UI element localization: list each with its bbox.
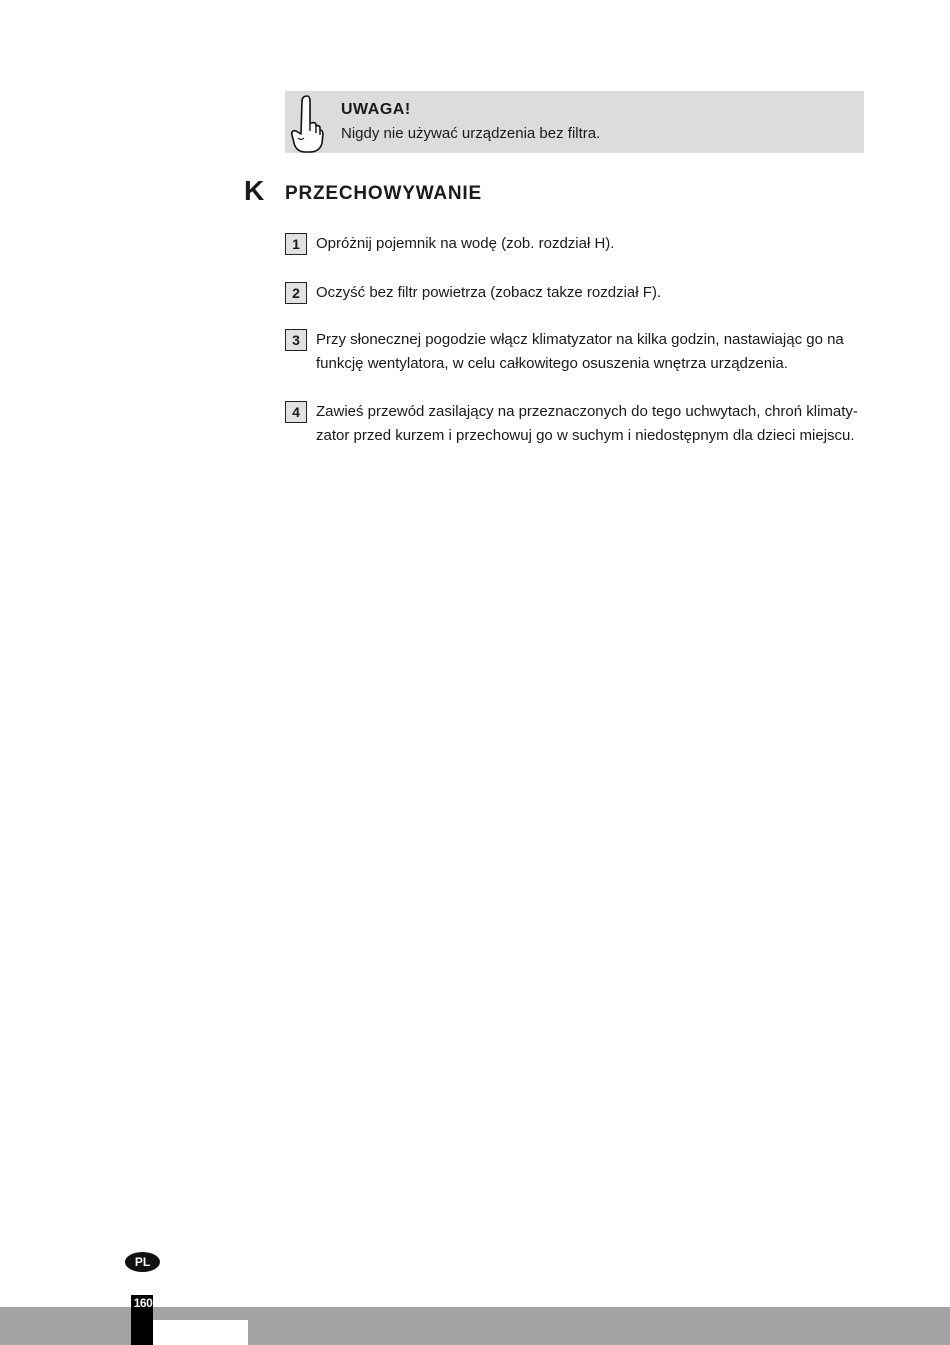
warning-notice xyxy=(285,91,864,153)
step-text: Zawieś przewód zasilający na przeznaczonych do tego uchwytach, chroń klimaty-zator przed kurzem i przechowuj go w suchym i niedostępnym dla dzieci miejscu. xyxy=(316,403,858,444)
step-text: Oczyść bez filtr powietrza (zobacz takze rozdział F). xyxy=(316,284,662,301)
notice-text: Nigdy nie używać urządzenia bez filtra. xyxy=(341,125,601,142)
section-letter: K xyxy=(244,175,265,206)
step-number: 3 xyxy=(285,329,307,351)
step-number: 4 xyxy=(285,401,307,423)
pointing-hand-icon xyxy=(290,93,324,153)
page-number: 160 xyxy=(133,1296,153,1310)
notice-title: UWAGA! xyxy=(341,101,411,118)
section-title: PRZECHOWYWANIE xyxy=(285,183,482,204)
step-number: 1 xyxy=(285,233,307,255)
step-text: Przy słonecznej pogodzie włącz klimatyzator na kilka godzin, nastawiając go na funkcję wentylatora, w celu całkowitego osuszenia wnętrza urządzenia. xyxy=(316,331,844,372)
footer-white-block xyxy=(153,1320,248,1345)
step-number: 2 xyxy=(285,282,307,304)
step-text: Opróżnij pojemnik na wodę (zob. rozdział H). xyxy=(316,235,615,252)
language-badge: PL xyxy=(125,1252,160,1272)
